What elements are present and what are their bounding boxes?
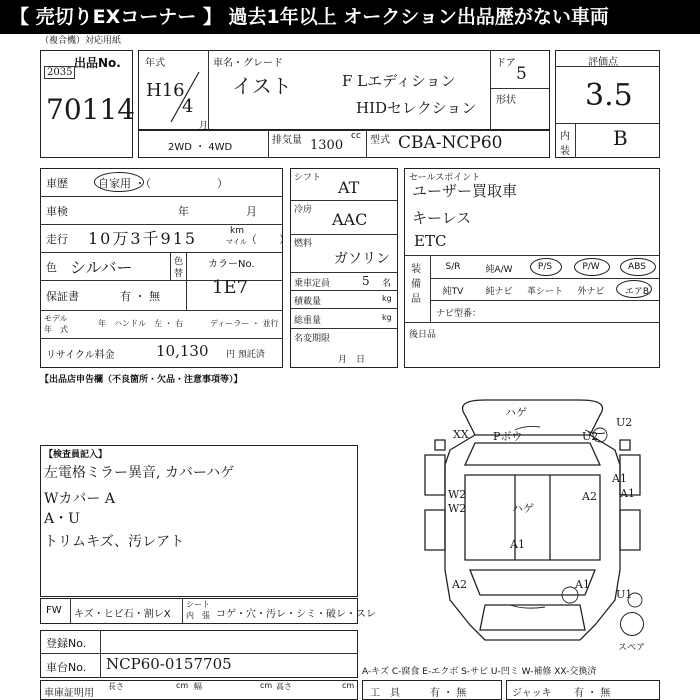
divider [290, 308, 398, 309]
mileage-value: 10万3千915 [88, 229, 198, 248]
inspector-line-2: Wカバー A [44, 491, 115, 507]
divider [70, 598, 71, 624]
divider [208, 50, 209, 130]
inspection-year-unit: 年 [178, 205, 189, 218]
divider [268, 130, 269, 158]
name-label: 車名・グレード [213, 58, 283, 69]
divider [186, 252, 187, 310]
equip-ps: P/S [537, 262, 553, 272]
seat-value: コゲ・穴・汚レ・シミ・破レ・スレ [216, 609, 376, 620]
warranty-label: 保証書 [46, 290, 79, 303]
sales-item-3: ETC [414, 232, 447, 250]
interior-label1: 内 [560, 131, 570, 142]
equip-tv: 純TV [442, 287, 464, 297]
divider [40, 310, 283, 311]
type-value: CBA-NCP60 [398, 133, 503, 153]
tools-label: 工 具 [370, 688, 400, 699]
mileage-unit-mile: マイル [226, 238, 247, 246]
divider [404, 322, 660, 323]
divider [40, 338, 283, 339]
diagram-note-5: U2 [582, 430, 599, 443]
model-small-handle: ハンドル 左 ・ 右 [114, 319, 184, 328]
color-code: 1E7 [212, 277, 249, 298]
divider [575, 123, 576, 158]
diagram-note-14: A1 [510, 538, 525, 551]
spare-tire-icon [620, 612, 644, 636]
diagram-note-4: XX [453, 428, 469, 441]
history-circle [94, 172, 144, 192]
chassis-value: NCP60-0157705 [106, 655, 232, 673]
gross-unit: kg [382, 313, 392, 322]
car-name: イスト [232, 74, 292, 98]
year-slash [165, 70, 205, 125]
equip-leather: 革シート [526, 287, 563, 297]
interior-value: B [613, 126, 628, 150]
divider [290, 200, 398, 201]
divider [100, 630, 101, 678]
lot-small-code: 2035 [44, 66, 75, 79]
cc-label: 排気量 [272, 135, 302, 146]
aircon-label: 冷房 [294, 205, 313, 215]
seat-label2: 内 張 [186, 611, 210, 620]
cert-height: 高さ [276, 682, 292, 691]
interior-label2: 装 [560, 146, 570, 157]
cc-value: 1300 [310, 138, 344, 153]
equip-abs-circle [620, 258, 656, 276]
legend: A-キズ C-腐食 E-エクボ S-サビ U-凹ミ W-補修 XX-交換済 [362, 667, 597, 677]
color-code-label: カラーNo. [208, 259, 255, 270]
name-change-label: 名変期限 [294, 334, 331, 344]
divider [490, 50, 491, 130]
inspector-label: 【検査員記入】 [44, 450, 108, 460]
spare-label: スペア [618, 643, 646, 653]
warranty-value: 有 ・ 無 [120, 290, 160, 303]
cert-length: 長さ [108, 682, 124, 691]
divider [170, 252, 171, 280]
divider [430, 300, 660, 301]
divider [290, 328, 398, 329]
score-label: 評価点 [588, 57, 618, 68]
grade-line2: HIDセレクション [356, 99, 477, 117]
mileage-paren: （ ） [246, 233, 290, 246]
divider [290, 234, 398, 235]
model-small-label2: 年 式 [44, 325, 68, 334]
diagram-note-3: Pボウ [493, 430, 523, 443]
cert-cm-3: cm [342, 681, 355, 690]
divider [430, 278, 660, 279]
load-unit: kg [382, 294, 392, 303]
equip-sr: S/R [445, 262, 461, 272]
capacity-unit: 名 [382, 279, 392, 289]
inspection-label: 車検 [46, 205, 68, 218]
divider [40, 252, 283, 253]
cert-cm-2: cm [260, 681, 273, 690]
lot-label: 出品No. [74, 56, 121, 70]
year-label: 年式 [145, 58, 165, 69]
equip-airbag-circle [616, 280, 652, 298]
fw-value: キズ・ヒビ石・割レX [74, 609, 171, 620]
year-era: H16 [146, 80, 185, 101]
color-change-label1: 色 [174, 257, 184, 267]
declaration-label: 【出品店申告欄（不良箇所・欠品・注意事項等）】 [40, 375, 243, 385]
diagram-note-10: W2 [448, 502, 467, 515]
inspection-month-unit: 月 [246, 205, 257, 218]
model-small-year-unit: 年 [98, 319, 106, 328]
mileage-label: 走行 [46, 233, 68, 246]
fw-label: FW [46, 605, 62, 616]
score-value: 3.5 [585, 78, 633, 113]
divider [555, 123, 660, 124]
divider [290, 290, 398, 291]
capacity-value: 5 [362, 274, 370, 288]
inspector-line-3: A・U [44, 511, 80, 527]
recycle-unit: 円 預託済 [226, 350, 265, 360]
equip-navi: 純ナビ [485, 287, 513, 297]
equip-ext-navi: 外ナビ [577, 287, 605, 297]
inspector-line-4: トリムキズ、汚レアト [44, 534, 185, 550]
diagram-note-2: U2 [616, 416, 633, 429]
chassis-label: 車台No. [46, 661, 87, 674]
diagram-note-12: A1 [575, 578, 590, 591]
cc-unit: cc [351, 131, 361, 141]
history-label: 車歴 [46, 177, 68, 190]
sales-label: セールスポイント [409, 173, 481, 183]
door-value: 5 [516, 64, 527, 84]
top-banner: 【 売切りEXコーナー 】 過去1年以上 オークション出品歴がない車両 [0, 0, 700, 34]
mileage-unit-km: km [230, 226, 244, 236]
tools-value: 有 ・ 無 [430, 688, 467, 699]
history-value: 自家用 ・（ ） [98, 177, 228, 190]
color-label: 色 [46, 261, 57, 274]
body-type-label: 形状 [496, 95, 516, 106]
door-label: ドア [496, 58, 516, 69]
navi-model-label: ナビ型番： [436, 309, 482, 319]
diagram-note-1: ハゲ [505, 406, 527, 419]
jack-value: 有 ・ 無 [574, 688, 611, 699]
model-small-label1: モデル [44, 314, 68, 323]
equip-ps-circle [530, 258, 562, 276]
seat-label1: シート [186, 600, 210, 609]
cert-cm-1: cm [176, 681, 189, 690]
jack-label: ジャッキ [512, 688, 552, 699]
divider [490, 88, 550, 89]
equip-abs: ABS [628, 262, 646, 272]
lot-number: 70114 [46, 93, 136, 126]
diagram-note-11: A2 [452, 578, 467, 591]
divider [40, 224, 283, 225]
grade-line1: F Lエディション [342, 72, 456, 90]
diagram-note-8: A1 [620, 487, 635, 500]
color-change-label2: 替 [174, 269, 184, 279]
capacity-label: 乗車定員 [294, 279, 331, 289]
cert-width: 幅 [194, 682, 202, 691]
equip-alloy: 純A/W [485, 265, 513, 275]
shift-value: AT [338, 178, 360, 197]
diagram-note-7: A2 [582, 490, 597, 503]
drive-label: 2WD ・ 4WD [168, 142, 233, 153]
fuel-value: ガソリン [334, 251, 390, 267]
model-small-dealer: ディーラー ・ 並行 [210, 319, 279, 328]
recycle-value: 10,130 [156, 342, 209, 360]
divider [182, 598, 183, 624]
sales-item-1: ユーザー買取車 [412, 182, 518, 200]
divider [366, 130, 367, 158]
color-value: シルバー [70, 258, 133, 277]
later-label: 後日品 [409, 330, 437, 340]
sales-item-2: キーレス [412, 209, 472, 227]
name-change-date: 月 日 [338, 355, 366, 365]
year-month-unit: 月 [199, 121, 209, 131]
fuel-label: 燃料 [294, 239, 313, 249]
equipment-label: 装備品 [411, 264, 421, 305]
shift-label: シフト [294, 173, 322, 183]
equip-pw-circle [574, 258, 610, 276]
load-label: 積載量 [294, 297, 322, 307]
certificate-label: 車庫証明用 [44, 688, 94, 699]
divider [40, 653, 358, 654]
divider [290, 272, 398, 273]
diagram-note-13: U1 [616, 588, 633, 601]
registration-label: 登録No. [46, 637, 87, 650]
top-note: （複合機）対応用紙 [40, 36, 122, 46]
equip-airbag: エアB [624, 287, 650, 297]
gross-label: 総重量 [294, 316, 322, 326]
divider [40, 196, 283, 197]
type-label: 型式 [370, 135, 390, 146]
divider [404, 255, 660, 256]
diagram-note-9: ハゲ [512, 502, 534, 515]
diagram-note-6: W2 [448, 488, 467, 501]
recycle-label: リサイクル料金 [46, 350, 115, 361]
year-month: 4 [182, 96, 194, 117]
aircon-value: AAC [332, 210, 368, 229]
inspector-line-1: 左電格ミラー異音, カバーハゲ [44, 465, 235, 481]
equip-pw: P/W [582, 262, 600, 272]
diagram-note-15: A1 [612, 472, 627, 485]
